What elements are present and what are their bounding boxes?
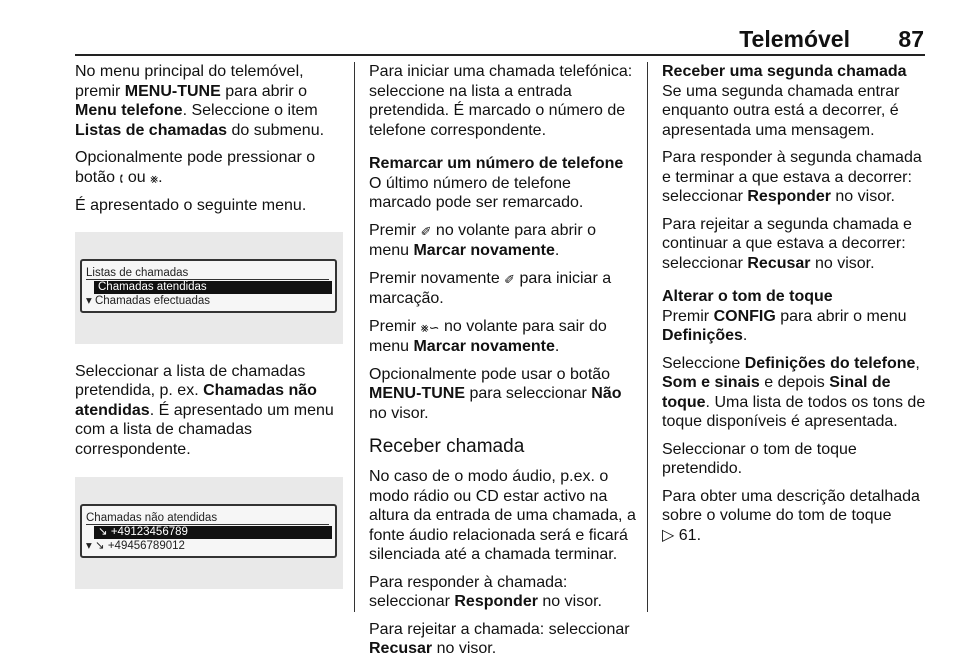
text: no visor. (810, 254, 875, 272)
paragraph: Se uma segunda chamada entrar enquanto outra está a decorrer, é apresentada uma mensagem. (662, 82, 900, 139)
button-name: MENU-TUNE (124, 82, 221, 100)
text: . (554, 338, 560, 355)
menu-name: Menu telefone (75, 102, 183, 119)
display-screenshot-missed-calls (75, 477, 343, 589)
paragraph: Seleccionar o tom de toque pretendido. (662, 440, 857, 477)
text: Para rejeitar a chamada: seleccionar (369, 620, 630, 638)
paragraph (75, 148, 340, 188)
column-2 (369, 62, 637, 667)
subheading: Remarcar um número de telefone (369, 155, 624, 172)
option-name: Responder (747, 188, 831, 205)
screen-title: Listas de chamadas (86, 266, 189, 279)
screen-divider (86, 524, 329, 525)
subheading: Alterar o tom de toque (662, 288, 833, 305)
text: . (158, 168, 163, 186)
paragraph (662, 307, 928, 346)
option-name: Não (591, 385, 622, 402)
column-separator-2 (647, 62, 648, 612)
display-screen (80, 504, 337, 558)
menu-name: Sinal de toque (662, 374, 891, 411)
screen-list-item (86, 295, 210, 308)
subheading: Receber uma segunda chamada (662, 63, 907, 80)
text: no visor. (830, 188, 895, 205)
paragraph (369, 317, 637, 357)
display-screen (80, 259, 337, 313)
page-reference-number: 61. (678, 526, 702, 544)
text: Opcionalmente pode usar o botão (369, 365, 611, 383)
text: ou (123, 168, 151, 186)
paragraph (662, 148, 928, 207)
text: Premir (662, 307, 714, 325)
menu-name: Som e sinais (662, 374, 760, 391)
column-1 (75, 62, 340, 589)
page-reference[interactable] (662, 526, 928, 546)
text: Premir (369, 317, 421, 335)
screen-list-item-label: Chamadas efectuadas (94, 294, 211, 307)
missed-call-icon: ↘ (94, 540, 105, 552)
chevron-down-icon: ▾ (86, 294, 92, 307)
paragraph: No caso de o modo áudio, p.ex. o modo rádio ou CD estar activo na altura da entrada de uma chamada, a fonte áudio relacionada será e ficará silenciada até a chamada terminar. (369, 468, 636, 563)
screen-selected-label: +49123456789 (110, 526, 188, 538)
column-separator-1 (354, 62, 355, 612)
option-name: Recusar (369, 640, 433, 657)
screen-selected-item: Chamadas atendidas (94, 281, 332, 294)
paragraph: O último número de telefone marcado pode ser remarcado. (369, 174, 584, 211)
paragraph: Para iniciar uma chamada telefónica: seleccione na lista a entrada pretendida. É marcado o número de telefone correspondente. (369, 63, 633, 139)
text: , (915, 354, 920, 372)
display-screenshot-call-lists (75, 232, 343, 344)
text: . (554, 242, 560, 259)
menu-name: Definições do telefone (744, 354, 916, 372)
text: no volante para sair do menu (369, 317, 607, 355)
text: para iniciar a marcação. (369, 269, 612, 307)
menu-name: Listas de chamadas (75, 121, 228, 139)
text: . É apresentado um menu com a lista de chamadas correspondente. (75, 401, 334, 458)
text: para abrir o (220, 82, 308, 100)
text: Para rejeitar a segunda chamada e continuar a que estava a decorrer: seleccionar (662, 215, 912, 272)
button-name: CONFIG (713, 307, 776, 325)
voice-mute-icon: ⨳ (150, 170, 159, 186)
text: para abrir o menu (775, 307, 907, 325)
menu-name: Chamadas não atendidas (75, 382, 317, 419)
text: Para responder à segunda chamada e terminar a que estava a decorrer: seleccionar (662, 149, 922, 205)
text: do submenu. (227, 121, 325, 139)
text: . Uma lista de todos os tons de toque disponíveis é apresentada. (662, 393, 926, 430)
text: Premir novamente (369, 269, 505, 287)
text: No menu principal do telemóvel, premir (75, 63, 304, 100)
chevron-down-icon: ▾ (86, 540, 92, 552)
section-heading: Receber chamada (369, 436, 525, 457)
text: Premir (369, 221, 421, 239)
text: . Seleccione o item (182, 102, 318, 119)
arrow-right-icon: ▷ (662, 526, 675, 544)
page-title: Telemóvel (739, 26, 850, 52)
paragraph (369, 620, 637, 659)
paragraph (369, 269, 637, 309)
menu-name: Marcar novamente (413, 242, 555, 259)
paragraph (662, 215, 928, 274)
paragraph (369, 573, 637, 612)
paragraph: Para obter uma descrição detalhada sobre o volume do tom de toque (662, 487, 920, 524)
text: no visor. (432, 640, 497, 657)
option-name: Responder (454, 593, 538, 610)
paragraph (75, 62, 340, 140)
phone-icon: 🕻 (119, 170, 124, 186)
page-number: 87 (898, 26, 924, 52)
hang-up-icon: ⨳∽ (420, 319, 440, 335)
menu-name: Marcar novamente (413, 338, 555, 355)
paragraph: É apresentado o seguinte menu. (75, 197, 307, 214)
screen-list-item (86, 540, 185, 553)
menu-name: Definições (662, 327, 743, 344)
phone-icon: ✐ (504, 271, 516, 287)
paragraph (369, 221, 637, 261)
paragraph (75, 362, 340, 460)
text: no volante para abrir o menu (369, 221, 597, 259)
text: no visor. (369, 404, 429, 422)
text: Opcionalmente pode pressionar o botão (75, 149, 316, 186)
column-3 (662, 62, 928, 553)
screen-divider (86, 279, 329, 280)
paragraph (662, 354, 928, 432)
header-rule (75, 54, 925, 56)
phone-icon: ✐ (420, 223, 432, 239)
button-name: MENU-TUNE (369, 385, 465, 402)
text: no visor. (537, 593, 602, 610)
text: Para responder à chamada: seleccionar (369, 573, 568, 610)
text: Seleccione (662, 354, 745, 372)
screen-selected-item (94, 526, 332, 539)
paragraph (369, 365, 637, 424)
text: e depois (759, 374, 830, 391)
screen-list-item-label: +49456789012 (107, 540, 185, 552)
text: Seleccionar a lista de chamadas pretendida, p. ex. (75, 362, 306, 399)
screen-title: Chamadas não atendidas (86, 512, 218, 524)
option-name: Recusar (747, 254, 811, 272)
text: . (742, 327, 748, 344)
missed-call-icon: ↘ (98, 526, 108, 538)
text: para seleccionar (465, 385, 592, 402)
